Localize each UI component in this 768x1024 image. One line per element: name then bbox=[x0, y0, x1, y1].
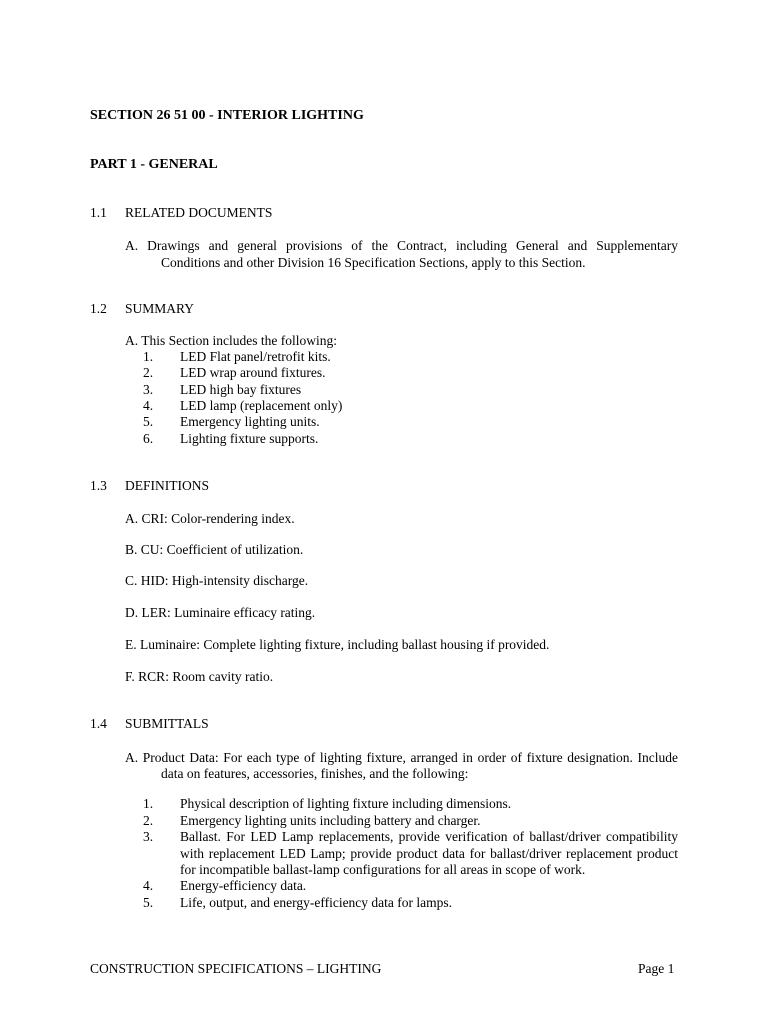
page-number: Page 1 bbox=[638, 961, 675, 976]
list-item: LED Flat panel/retrofit kits. bbox=[180, 349, 331, 364]
list-number: 4. bbox=[143, 878, 154, 893]
list-number: 1. bbox=[143, 796, 154, 811]
list-item-continuation: for incompatible ballast-lamp configurations for all areas in scope of work. bbox=[180, 862, 586, 877]
list-item: Emergency lighting units including battery and charger. bbox=[180, 813, 481, 828]
definition-item: B. CU: Coefficient of utilization. bbox=[125, 542, 304, 557]
section-number-1-2: 1.2 bbox=[90, 301, 107, 316]
section-number-1-1: 1.1 bbox=[90, 205, 107, 220]
list-number: 3. bbox=[143, 829, 154, 844]
footer-title: CONSTRUCTION SPECIFICATIONS – LIGHTING bbox=[90, 961, 382, 976]
list-item-continuation: with replacement LED Lamp; provide product data for ballast/driver replacement product bbox=[180, 846, 678, 861]
list-item: LED lamp (replacement only) bbox=[180, 398, 343, 413]
definition-item: A. CRI: Color-rendering index. bbox=[125, 511, 295, 526]
section-heading-related-documents: RELATED DOCUMENTS bbox=[125, 205, 273, 220]
part-title: PART 1 - GENERAL bbox=[90, 157, 218, 172]
section-number-1-3: 1.3 bbox=[90, 478, 107, 493]
paragraph-line: data on features, accessories, finishes, and the following: bbox=[161, 766, 469, 781]
paragraph-line: A. This Section includes the following: bbox=[125, 333, 337, 348]
list-number: 2. bbox=[143, 813, 154, 828]
section-heading-definitions: DEFINITIONS bbox=[125, 478, 209, 493]
list-item: Energy-efficiency data. bbox=[180, 878, 307, 893]
list-item: Physical description of lighting fixture including dimensions. bbox=[180, 796, 512, 811]
list-number: 1. bbox=[143, 349, 154, 364]
list-number: 5. bbox=[143, 414, 154, 429]
section-heading-submittals: SUBMITTALS bbox=[125, 716, 209, 731]
list-item: LED wrap around fixtures. bbox=[180, 365, 326, 380]
paragraph-line: A. Product Data: For each type of lighting fixture, arranged in order of fixture designation. Include bbox=[125, 750, 678, 765]
paragraph-line: Conditions and other Division 16 Specification Sections, apply to this Section. bbox=[161, 255, 586, 270]
list-number: 3. bbox=[143, 382, 154, 397]
list-number: 6. bbox=[143, 431, 154, 446]
list-item: Lighting fixture supports. bbox=[180, 431, 319, 446]
definition-item: D. LER: Luminaire efficacy rating. bbox=[125, 605, 316, 620]
definition-item: E. Luminaire: Complete lighting fixture, including ballast housing if provided. bbox=[125, 637, 550, 652]
section-heading-summary: SUMMARY bbox=[125, 301, 195, 316]
list-number: 2. bbox=[143, 365, 154, 380]
paragraph-line: A. Drawings and general provisions of the Contract, including General and Supplementary bbox=[125, 238, 678, 253]
list-item: Emergency lighting units. bbox=[180, 414, 320, 429]
definition-item: C. HID: High-intensity discharge. bbox=[125, 573, 309, 588]
list-number: 4. bbox=[143, 398, 154, 413]
list-item: LED high bay fixtures bbox=[180, 382, 302, 397]
section-number-1-4: 1.4 bbox=[90, 716, 107, 731]
definition-item: F. RCR: Room cavity ratio. bbox=[125, 669, 274, 684]
list-number: 5. bbox=[143, 895, 154, 910]
section-title: SECTION 26 51 00 - INTERIOR LIGHTING bbox=[90, 108, 364, 123]
list-item: Life, output, and energy-efficiency data for lamps. bbox=[180, 895, 453, 910]
list-item: Ballast. For LED Lamp replacements, provide verification of ballast/driver compatibility bbox=[180, 829, 678, 844]
